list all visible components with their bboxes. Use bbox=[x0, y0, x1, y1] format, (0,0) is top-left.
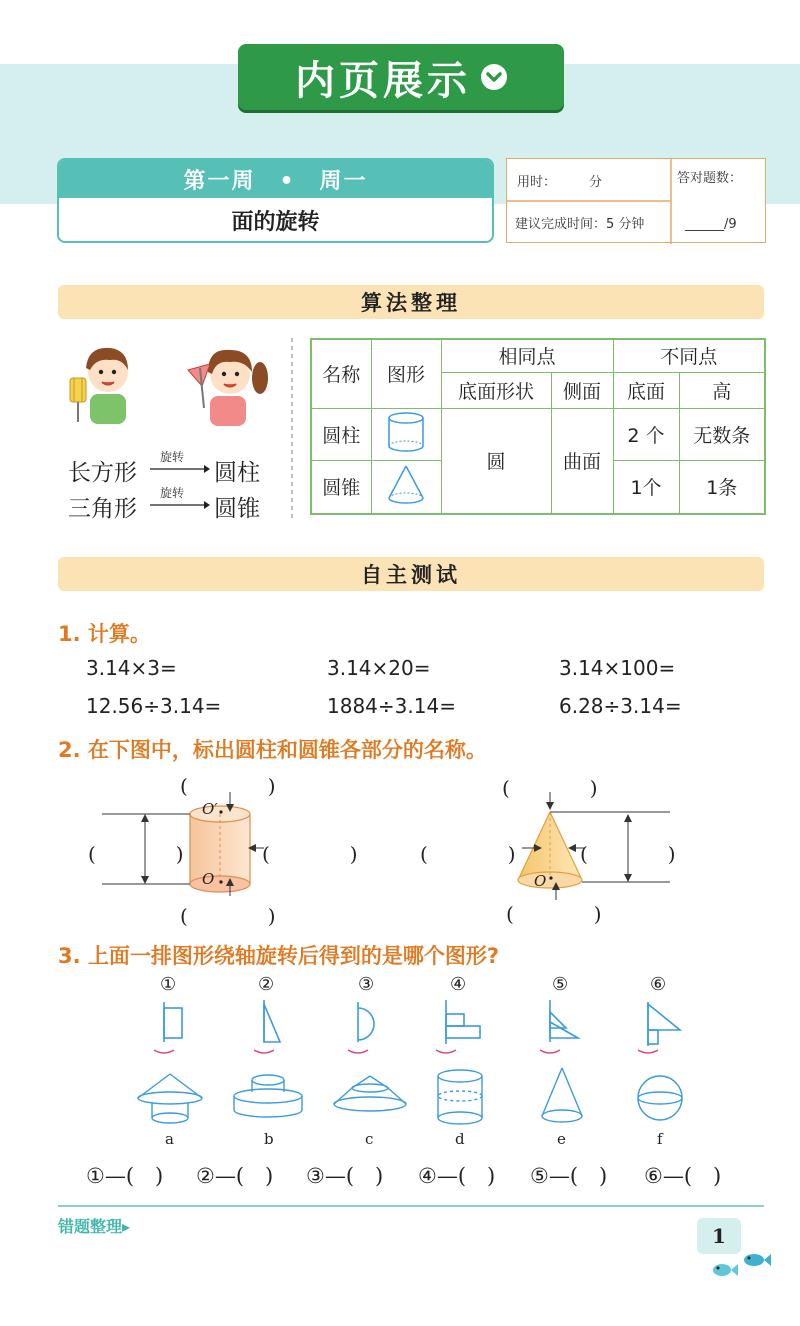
cell-same-side: 曲面 bbox=[551, 408, 613, 514]
week-title-box bbox=[57, 158, 494, 243]
cell-cone-base: 1个 bbox=[613, 460, 679, 514]
row-cone-name: 圆锥 bbox=[311, 460, 371, 514]
rotate-label-1: 旋转 bbox=[160, 450, 185, 464]
comparison-table bbox=[310, 338, 766, 515]
calc-item: 3.14×100= bbox=[559, 656, 676, 680]
right-arrow-icon bbox=[150, 500, 210, 510]
calc-item: 12.56÷3.14= bbox=[86, 694, 222, 718]
week-day-label: 第一周 • 周一 bbox=[59, 160, 492, 198]
label-o: O bbox=[202, 870, 215, 888]
answer-blank[interactable]: ( ) bbox=[88, 842, 184, 866]
match-answer[interactable]: ①—( ) bbox=[86, 1164, 164, 1188]
th-side: 侧面 bbox=[551, 372, 613, 408]
answer-blank[interactable]: ( ) bbox=[180, 774, 276, 798]
label-cone-o: O bbox=[534, 872, 547, 890]
footer-divider bbox=[58, 1205, 764, 1207]
match-answer[interactable]: ⑥—( ) bbox=[644, 1164, 722, 1188]
flat-shapes-row bbox=[130, 998, 690, 1060]
error-review-link[interactable]: 错题整理▸ bbox=[58, 1217, 131, 1236]
row-cylinder-name: 圆柱 bbox=[311, 408, 371, 460]
answer-blank[interactable]: ( ) bbox=[580, 842, 676, 866]
answer-blank[interactable]: ( ) bbox=[506, 902, 602, 926]
cell-cylinder-base: 2 个 bbox=[613, 408, 679, 460]
rectangle-label: 长方形 bbox=[68, 460, 137, 486]
right-arrow-icon bbox=[150, 464, 210, 474]
chevron-down-icon[interactable] bbox=[481, 64, 507, 90]
shape-number: ③ bbox=[358, 974, 375, 995]
q1-title: 1. 计算。 bbox=[58, 622, 151, 646]
label-o-prime: O′ bbox=[202, 800, 218, 818]
cone-result-label: 圆锥 bbox=[214, 496, 260, 522]
time-unit: 分 bbox=[589, 175, 603, 190]
triangle-label: 三角形 bbox=[68, 496, 137, 522]
shape-number: ⑥ bbox=[650, 974, 667, 995]
cell-cone-height: 1条 bbox=[679, 460, 765, 514]
banner-title: 内页展示 bbox=[295, 57, 471, 104]
th-same: 相同点 bbox=[441, 339, 613, 372]
correct-count-label: 答对题数： bbox=[677, 171, 743, 186]
th-shape: 图形 bbox=[371, 339, 441, 408]
th-base-shape: 底面形状 bbox=[441, 372, 551, 408]
solid-letter: a bbox=[165, 1130, 174, 1148]
section-selftest: 自主测试 bbox=[58, 557, 764, 591]
page-number: 1 bbox=[697, 1218, 741, 1254]
time-label: 用时： bbox=[517, 175, 557, 190]
answer-blank[interactable]: ( ) bbox=[420, 842, 516, 866]
cell-cylinder-height: 无数条 bbox=[679, 408, 765, 460]
lesson-topic: 面的旋转 bbox=[231, 210, 320, 235]
answer-blank[interactable]: ( ) bbox=[180, 904, 276, 928]
cylinder-icon bbox=[371, 408, 441, 460]
solid-letter: e bbox=[557, 1130, 566, 1148]
cell-same-base: 圆 bbox=[441, 408, 551, 514]
shape-number: ④ bbox=[450, 974, 467, 995]
section-algorithm: 算法整理 bbox=[58, 285, 764, 319]
shape-number: ① bbox=[160, 974, 177, 995]
solid-letter: b bbox=[264, 1130, 274, 1148]
solid-shapes-row bbox=[130, 1066, 690, 1132]
score-field[interactable]: ______/9 bbox=[685, 217, 737, 232]
cylinder-result-label: 圆柱 bbox=[214, 460, 260, 486]
girl-holding-triangle-illustration bbox=[184, 338, 274, 430]
dashed-divider bbox=[290, 338, 294, 518]
calc-item: 3.14×20= bbox=[327, 656, 431, 680]
solid-letter: c bbox=[365, 1130, 374, 1148]
answer-blank[interactable]: ( ) bbox=[262, 842, 358, 866]
match-answer[interactable]: ②—( ) bbox=[196, 1164, 274, 1188]
shape-number: ⑤ bbox=[552, 974, 569, 995]
calc-item: 3.14×3= bbox=[86, 656, 177, 680]
solid-letter: d bbox=[455, 1130, 465, 1148]
calc-item: 6.28÷3.14= bbox=[559, 694, 682, 718]
calc-item: 1884÷3.14= bbox=[327, 694, 456, 718]
th-diff: 不同点 bbox=[613, 339, 765, 372]
fish-decoration-icon bbox=[706, 1250, 772, 1280]
th-name: 名称 bbox=[311, 339, 371, 408]
answer-blank[interactable]: ( ) bbox=[502, 776, 598, 800]
page-banner bbox=[238, 44, 564, 110]
match-answer[interactable]: ③—( ) bbox=[306, 1164, 384, 1188]
cone-icon bbox=[371, 460, 441, 514]
shape-number: ② bbox=[258, 974, 275, 995]
boy-holding-lantern-illustration bbox=[66, 338, 132, 430]
q3-title: 3. 上面一排图形绕轴旋转后得到的是哪个图形? bbox=[58, 944, 500, 968]
suggested-time: 建议完成时间：5 分钟 bbox=[515, 217, 645, 232]
th-base: 底面 bbox=[613, 372, 679, 408]
match-answer[interactable]: ④—( ) bbox=[418, 1164, 496, 1188]
th-height: 高 bbox=[679, 372, 765, 408]
time-score-box bbox=[506, 158, 766, 243]
q2-title: 2. 在下图中，标出圆柱和圆锥各部分的名称。 bbox=[58, 738, 487, 762]
solid-letter: f bbox=[657, 1130, 663, 1148]
match-answer[interactable]: ⑤—( ) bbox=[530, 1164, 608, 1188]
rotate-label-2: 旋转 bbox=[160, 486, 185, 500]
